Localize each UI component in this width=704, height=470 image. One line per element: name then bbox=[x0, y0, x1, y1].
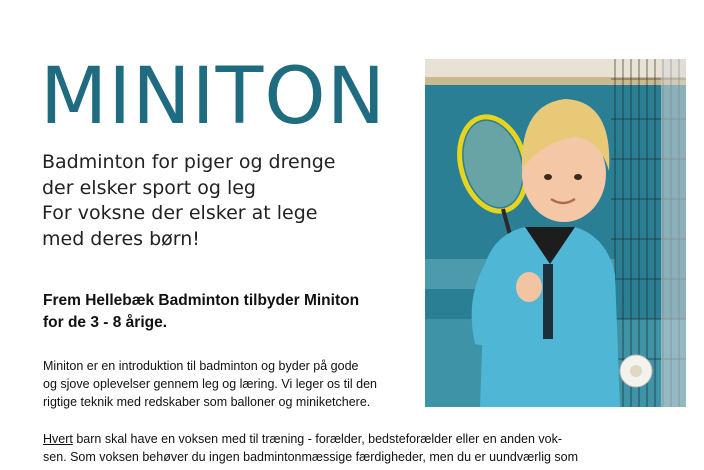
tagline bbox=[42, 150, 402, 252]
tagline-line: For voksne der elsker at lege bbox=[42, 202, 318, 224]
body-paragraph bbox=[43, 430, 683, 466]
heading-line: for de 3 - 8 årige. bbox=[43, 314, 168, 331]
body-line bbox=[43, 430, 683, 448]
photo-illustration bbox=[425, 59, 686, 407]
tagline-line: med deres børn! bbox=[42, 227, 200, 250]
intro-line: og sjove oplevelser gennem leg og læring. Vi leger os til den bbox=[43, 377, 377, 391]
tagline-line: der elsker sport og leg bbox=[42, 176, 256, 199]
body-line: sen. Som voksen behøver du ingen badmintonmæssige færdigheder, men du er uundværlig som bbox=[43, 450, 579, 464]
intro-paragraph bbox=[43, 357, 418, 411]
page-title: MINITON bbox=[40, 52, 387, 142]
body-line-rest: barn skal have en voksen med til træning - forælder, bedsteforælder eller en anden vok- bbox=[72, 432, 563, 446]
shuttlecock-icon bbox=[620, 355, 652, 387]
intro-line: Miniton er en introduktion til badminton og byder på gode bbox=[43, 359, 359, 373]
child-badminton-photo bbox=[425, 59, 686, 407]
intro-line: rigtige teknik med redskaber som balloner og miniketchere. bbox=[43, 395, 371, 409]
emphasis-word: Hvert bbox=[43, 432, 73, 446]
tagline-line: Badminton for piger og drenge bbox=[42, 151, 336, 173]
offer-heading bbox=[43, 290, 413, 334]
heading-line: Frem Hellebæk Badminton tilbyder Miniton bbox=[43, 292, 360, 309]
